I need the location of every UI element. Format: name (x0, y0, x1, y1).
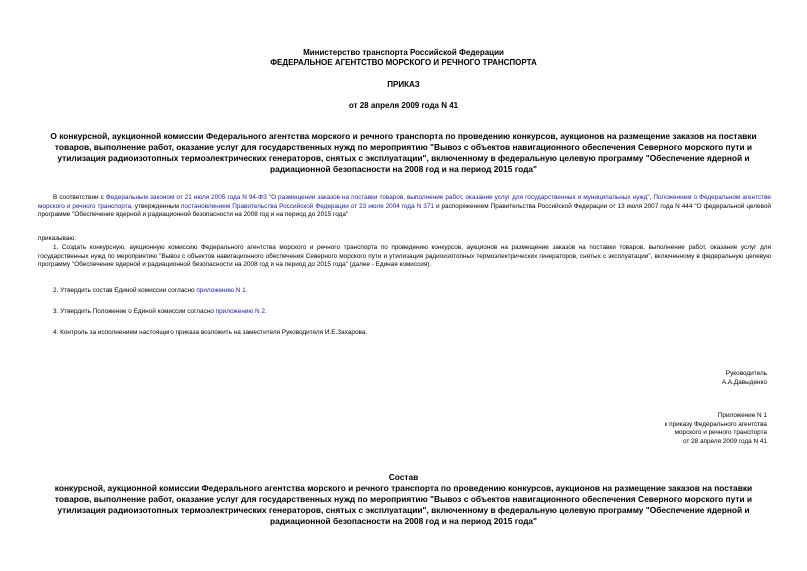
document-type: ПРИКАЗ (387, 80, 420, 89)
appendix-1-link[interactable]: приложению N 1 (196, 287, 246, 294)
order-item-4: 4. Контроль за исполнением настоящего приказа возложить на заместителя Руководителя И.Е.Захарова. (53, 329, 368, 336)
preamble-text-4: и распоряжением Правительства Российской Федерации от 13 июля 2007 года N 444 "О федеральной целевой программе "Обеспечение ядерной и радиационной безопасности на 2008 год и на период до 2015 года" (38, 202, 771, 219)
document-title: О конкурсной, аукционной комиссии Федерального агентства морского и речного транспорта по проведению конкурсов, аукционов на размещение заказов на поставки товаров, выполнение работ, оказание услуг для государственных нужд по мероприятию "Вывоз с объектов навигационного обеспечения Северного морского пути и утилизация радиоизотопных термоэлектрических генераторов, снятых с эксплуатации", включенному в федеральную целевую программу "Обеспечение ядерной и радиационной безопасности на 2008 год и на период 2015 года" (50, 131, 757, 174)
order-item-2-end: . (245, 287, 248, 294)
government-decree-link[interactable]: постановлением Правительства Российской Федерации от 23 июля 2004 года N 371 (180, 202, 434, 210)
appendix-header (665, 412, 767, 446)
appendix-line-4: от 28 апреля 2009 года N 41 (682, 437, 767, 445)
preamble-text-2: , (649, 194, 654, 201)
order-item-1-text: 1. Создать конкурсную, аукционную комиссию Федерального агентства морского и речного транспорта по проведению конкурсов, аукционов на размещение заказов на поставки товаров, выполнение работ, оказание услуг для государственных нужд по мероприятию "Вывоз с объектов навигационного обеспечения Северного морского пути и утилизация радиоизотопных термоэлектрических генераторов, снятых с эксплуатации", включенному в федеральную целевую программу "Обеспечение ядерной и радиационной безопасности на 2008 год и на период до 2015 года" (далее - Единая комиссия). (38, 244, 771, 269)
document-date: от 28 апреля 2009 года N 41 (348, 101, 459, 110)
preamble-text-1: В соответствии с (53, 194, 106, 201)
preamble-text-3: , утвержденным (131, 202, 181, 210)
order-item-1 (38, 244, 771, 270)
order-word: приказываю: (38, 235, 76, 242)
sostav-title: конкурсной, аукционной комиссии Федерального агентства морского и речного транспорта по проведению конкурсов, аукционов на размещение заказов на поставки товаров, выполнение работ, оказание услуг для государственных нужд по мероприятию "Вывоз с объектов навигационного обеспечения Северного морского пути и утилизация радиоизотопных термоэлектрических генераторов, снятых с эксплуатации", включенному в федеральную целевую программу "Обеспечение ядерной и радиационной безопасности на 2008 год и на период 2015 года" (54, 483, 753, 526)
federal-law-link[interactable]: Федеральным законом от 21 июля 2005 года N 94-ФЗ "О размещении заказов на поставки товаров, выполнение работ, оказание услуг для государственных и муниципальных нужд" (105, 194, 650, 201)
appendix-line-1: Приложение N 1 (717, 412, 767, 419)
appendix-line-3: морского и речного транспорта (674, 429, 767, 437)
appendix-line-2: к приказу Федерального агентства (664, 420, 767, 428)
signature-role: Руководитель (725, 370, 767, 377)
order-item-2-text: 2. Утвердить состав Единой комиссии согласно (53, 287, 197, 294)
order-item-3-end: . (264, 308, 267, 315)
agency-regulation-link[interactable]: Положением о Федеральном агентстве морского и речного транспорта (38, 194, 771, 210)
signature-block (722, 370, 767, 387)
appendix-2-link[interactable]: приложению N 2 (215, 308, 265, 315)
ministry-name: Министерство транспорта Российской Федерации (303, 48, 504, 57)
agency-name: ФЕДЕРАЛЬНОЕ АГЕНТСТВО МОРСКОГО И РЕЧНОГО ТРАНСПОРТА (270, 58, 537, 67)
order-item-2 (53, 287, 247, 295)
sostav-heading: Состав (388, 472, 419, 482)
order-item-3-text: 3. Утвердить Положение о Единой комиссии согласно (53, 308, 216, 315)
signature-name: А.А.Давыденко (721, 378, 767, 386)
order-item-3 (53, 308, 267, 316)
preamble-paragraph (38, 194, 771, 220)
